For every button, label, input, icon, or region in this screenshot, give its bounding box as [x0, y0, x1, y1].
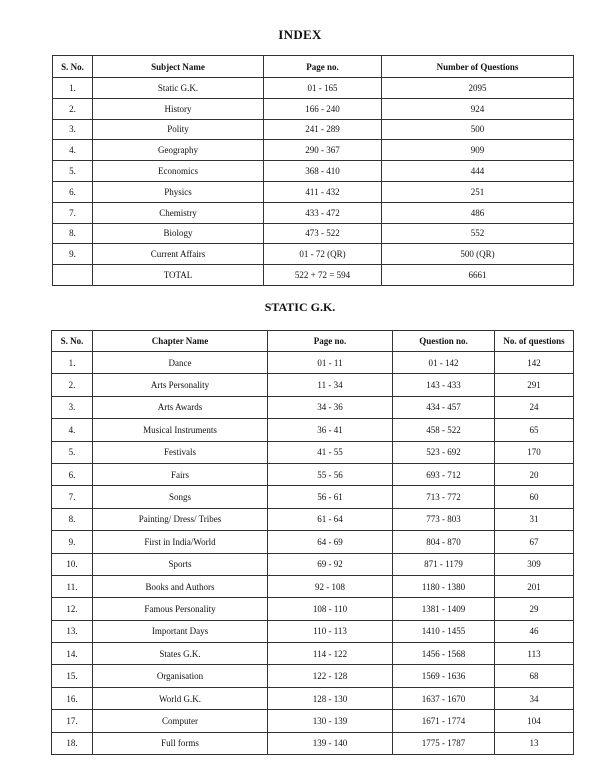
- static-gk-cell: 24: [495, 396, 574, 418]
- static-gk-cell: 31: [495, 508, 574, 530]
- index-total-pages: 522 + 72 = 594: [264, 265, 382, 286]
- static-gk-cell: 170: [495, 441, 574, 463]
- static-gk-cell: 61 - 64: [268, 508, 393, 530]
- static-gk-cell: 11 - 34: [268, 374, 393, 396]
- static-gk-cell: 773 - 803: [393, 508, 495, 530]
- static-gk-header-cell: Chapter Name: [93, 331, 268, 352]
- static-gk-row: [52, 643, 574, 665]
- static-gk-cell: 46: [495, 620, 574, 642]
- static-gk-cell: Arts Personality: [93, 374, 268, 396]
- static-gk-cell: 13.: [52, 620, 93, 642]
- index-cell: 500 (QR): [382, 244, 574, 265]
- index-cell: 241 - 289: [264, 119, 382, 140]
- index-header-cell: Number of Questions: [382, 56, 574, 78]
- index-cell: 8.: [53, 223, 93, 244]
- static-gk-cell: 2.: [52, 374, 93, 396]
- static-gk-cell: Dance: [93, 352, 268, 374]
- static-gk-row: [52, 441, 574, 463]
- static-gk-cell: 41 - 55: [268, 441, 393, 463]
- static-gk-cell: Festivals: [93, 441, 268, 463]
- index-cell: 433 - 472: [264, 202, 382, 223]
- static-gk-row: [52, 665, 574, 687]
- static-gk-cell: 1569 - 1636: [393, 665, 495, 687]
- index-row: [53, 119, 574, 140]
- static-gk-cell: 34: [495, 687, 574, 709]
- index-cell: 486: [382, 202, 574, 223]
- static-gk-cell: 139 - 140: [268, 732, 393, 754]
- static-gk-cell: 18.: [52, 732, 93, 754]
- index-row: [53, 98, 574, 119]
- index-cell: 909: [382, 140, 574, 161]
- static-gk-cell: 1671 - 1774: [393, 710, 495, 732]
- static-gk-cell: 64 - 69: [268, 531, 393, 553]
- static-gk-cell: World G.K.: [93, 687, 268, 709]
- static-gk-cell: 309: [495, 553, 574, 575]
- index-row: [53, 181, 574, 202]
- static-gk-cell: 1456 - 1568: [393, 643, 495, 665]
- index-row: [53, 202, 574, 223]
- static-gk-table: [51, 330, 574, 755]
- static-gk-cell: 4.: [52, 419, 93, 441]
- index-row: [53, 140, 574, 161]
- static-gk-cell: 92 - 108: [268, 575, 393, 597]
- static-gk-cell: 1637 - 1670: [393, 687, 495, 709]
- index-cell: 2095: [382, 78, 574, 99]
- index-cell: 2.: [53, 98, 93, 119]
- static-gk-cell: 142: [495, 352, 574, 374]
- index-table: [52, 55, 574, 286]
- index-cell: Economics: [93, 161, 264, 182]
- static-gk-cell: Important Days: [93, 620, 268, 642]
- index-header-row: [53, 56, 574, 78]
- index-row: [53, 244, 574, 265]
- index-cell: 1.: [53, 78, 93, 99]
- index-cell: History: [93, 98, 264, 119]
- static-gk-cell: 458 - 522: [393, 419, 495, 441]
- static-gk-cell: 1410 - 1455: [393, 620, 495, 642]
- static-gk-cell: Organisation: [93, 665, 268, 687]
- static-gk-cell: 01 - 142: [393, 352, 495, 374]
- index-total-label: TOTAL: [93, 265, 264, 286]
- index-header-cell: Page no.: [264, 56, 382, 78]
- static-gk-cell: Famous Personality: [93, 598, 268, 620]
- static-gk-cell: 1180 - 1380: [393, 575, 495, 597]
- static-gk-cell: 29: [495, 598, 574, 620]
- static-gk-cell: 65: [495, 419, 574, 441]
- static-gk-header-cell: Question no.: [393, 331, 495, 352]
- static-gk-cell: 108 - 110: [268, 598, 393, 620]
- static-gk-cell: 713 - 772: [393, 486, 495, 508]
- index-cell: 166 - 240: [264, 98, 382, 119]
- static-gk-cell: 55 - 56: [268, 463, 393, 485]
- static-gk-cell: 122 - 128: [268, 665, 393, 687]
- index-cell: Polity: [93, 119, 264, 140]
- static-gk-row: [52, 463, 574, 485]
- static-gk-cell: 15.: [52, 665, 93, 687]
- index-row: [53, 161, 574, 182]
- index-total-blank: [53, 265, 93, 286]
- static-gk-cell: 60: [495, 486, 574, 508]
- index-cell: 01 - 72 (QR): [264, 244, 382, 265]
- static-gk-cell: 804 - 870: [393, 531, 495, 553]
- static-gk-row: [52, 508, 574, 530]
- static-gk-cell: 1381 - 1409: [393, 598, 495, 620]
- static-gk-header-cell: No. of questions: [495, 331, 574, 352]
- static-gk-title: STATIC G.K.: [264, 300, 336, 314]
- index-cell: 3.: [53, 119, 93, 140]
- static-gk-cell: 143 - 433: [393, 374, 495, 396]
- index-title: INDEX: [278, 27, 322, 42]
- index-row: [53, 223, 574, 244]
- index-cell: 4.: [53, 140, 93, 161]
- index-cell: 7.: [53, 202, 93, 223]
- static-gk-cell: 17.: [52, 710, 93, 732]
- static-gk-cell: 1.: [52, 352, 93, 374]
- static-gk-cell: 11.: [52, 575, 93, 597]
- index-cell: Chemistry: [93, 202, 264, 223]
- static-gk-cell: 291: [495, 374, 574, 396]
- static-gk-row: [52, 687, 574, 709]
- static-gk-cell: 20: [495, 463, 574, 485]
- static-gk-cell: 3.: [52, 396, 93, 418]
- static-gk-cell: 6.: [52, 463, 93, 485]
- index-cell: 411 - 432: [264, 181, 382, 202]
- static-gk-row: [52, 620, 574, 642]
- static-gk-cell: Fairs: [93, 463, 268, 485]
- static-gk-cell: 871 - 1179: [393, 553, 495, 575]
- static-gk-cell: 68: [495, 665, 574, 687]
- static-gk-cell: Songs: [93, 486, 268, 508]
- static-gk-row: [52, 710, 574, 732]
- static-gk-cell: First in India/World: [93, 531, 268, 553]
- index-cell: Geography: [93, 140, 264, 161]
- static-gk-cell: 113: [495, 643, 574, 665]
- static-gk-row: [52, 575, 574, 597]
- static-gk-row: [52, 732, 574, 754]
- static-gk-cell: 14.: [52, 643, 93, 665]
- static-gk-cell: 110 - 113: [268, 620, 393, 642]
- static-gk-cell: 69 - 92: [268, 553, 393, 575]
- static-gk-cell: 16.: [52, 687, 93, 709]
- static-gk-cell: 693 - 712: [393, 463, 495, 485]
- static-gk-cell: 104: [495, 710, 574, 732]
- static-gk-cell: 7.: [52, 486, 93, 508]
- static-gk-cell: 1775 - 1787: [393, 732, 495, 754]
- static-gk-cell: Sports: [93, 553, 268, 575]
- index-cell: Physics: [93, 181, 264, 202]
- static-gk-cell: 9.: [52, 531, 93, 553]
- static-gk-cell: Computer: [93, 710, 268, 732]
- static-gk-cell: 10.: [52, 553, 93, 575]
- static-gk-cell: Books and Authors: [93, 575, 268, 597]
- static-gk-cell: 130 - 139: [268, 710, 393, 732]
- static-gk-cell: 8.: [52, 508, 93, 530]
- index-cell: 01 - 165: [264, 78, 382, 99]
- index-header-cell: Subject Name: [93, 56, 264, 78]
- static-gk-row: [52, 553, 574, 575]
- static-gk-cell: 34 - 36: [268, 396, 393, 418]
- index-cell: 473 - 522: [264, 223, 382, 244]
- static-gk-cell: 67: [495, 531, 574, 553]
- index-cell: 500: [382, 119, 574, 140]
- static-gk-cell: 01 - 11: [268, 352, 393, 374]
- static-gk-cell: 36 - 41: [268, 419, 393, 441]
- static-gk-cell: 56 - 61: [268, 486, 393, 508]
- static-gk-cell: 13: [495, 732, 574, 754]
- static-gk-header-row: [52, 331, 574, 352]
- static-gk-cell: Painting/ Dress/ Tribes: [93, 508, 268, 530]
- index-cell: Biology: [93, 223, 264, 244]
- static-gk-header-cell: S. No.: [52, 331, 93, 352]
- index-cell: Static G.K.: [93, 78, 264, 99]
- static-gk-cell: 201: [495, 575, 574, 597]
- static-gk-cell: 5.: [52, 441, 93, 463]
- static-gk-row: [52, 598, 574, 620]
- static-gk-cell: States G.K.: [93, 643, 268, 665]
- index-row: [53, 78, 574, 99]
- index-cell: 368 - 410: [264, 161, 382, 182]
- index-cell: 9.: [53, 244, 93, 265]
- index-cell: 552: [382, 223, 574, 244]
- static-gk-row: [52, 419, 574, 441]
- index-cell: 5.: [53, 161, 93, 182]
- index-total-questions: 6661: [382, 265, 574, 286]
- static-gk-row: [52, 531, 574, 553]
- index-cell: 924: [382, 98, 574, 119]
- static-gk-cell: Musical Instruments: [93, 419, 268, 441]
- static-gk-cell: Full forms: [93, 732, 268, 754]
- static-gk-cell: 12.: [52, 598, 93, 620]
- index-cell: 251: [382, 181, 574, 202]
- static-gk-header-cell: Page no.: [268, 331, 393, 352]
- static-gk-cell: 114 - 122: [268, 643, 393, 665]
- static-gk-cell: 434 - 457: [393, 396, 495, 418]
- static-gk-cell: 523 - 692: [393, 441, 495, 463]
- index-cell: 290 - 367: [264, 140, 382, 161]
- static-gk-row: [52, 486, 574, 508]
- index-cell: Current Affairs: [93, 244, 264, 265]
- index-cell: 444: [382, 161, 574, 182]
- static-gk-cell: Arts Awards: [93, 396, 268, 418]
- index-cell: 6.: [53, 181, 93, 202]
- static-gk-row: [52, 352, 574, 374]
- static-gk-row: [52, 374, 574, 396]
- static-gk-row: [52, 396, 574, 418]
- index-header-cell: S. No.: [53, 56, 93, 78]
- static-gk-cell: 128 - 130: [268, 687, 393, 709]
- index-total-row: [53, 265, 574, 286]
